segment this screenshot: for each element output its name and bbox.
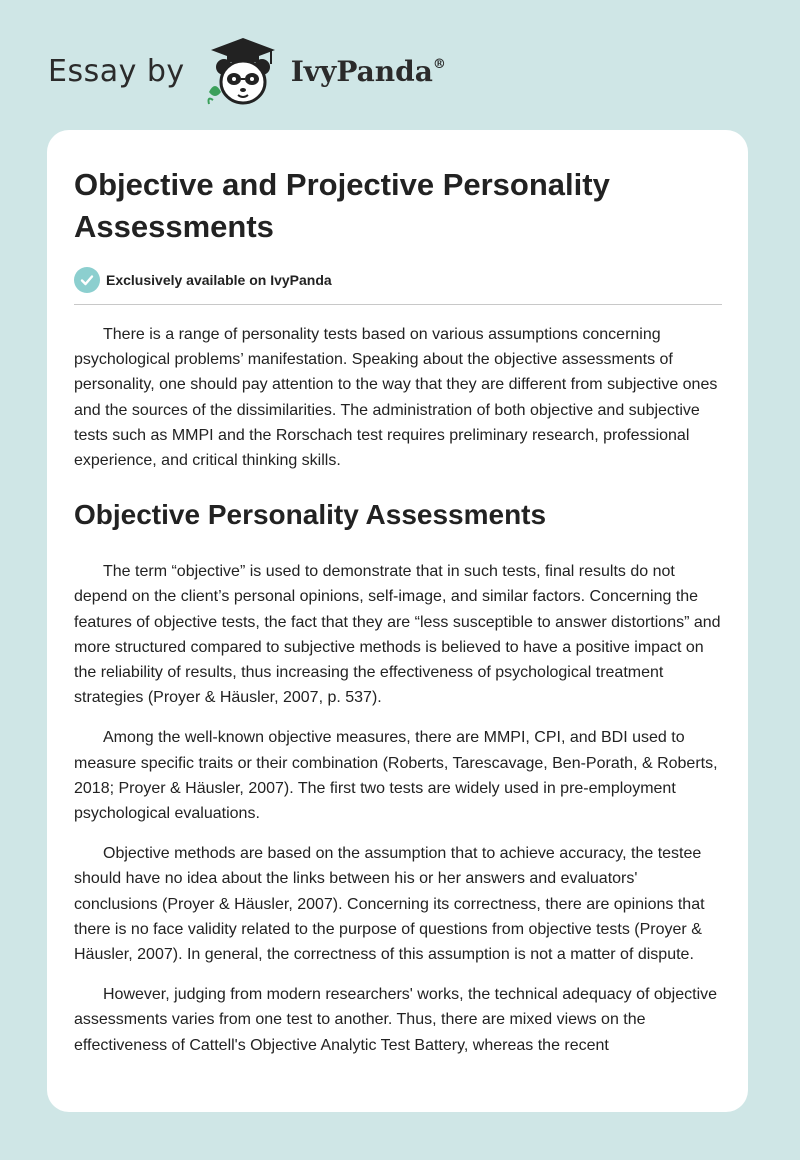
exclusive-badge-label: Exclusively available on IvyPanda [106, 272, 332, 288]
article-card [47, 130, 748, 1112]
section-heading: Objective Personality Assessments [74, 499, 547, 531]
section-paragraph: Among the well-known objective measures, there are MMPI, CPI, and BDI used to measure specific traits or their combination (Roberts, Tarescavage, Ben-Porath, & Roberts, 2018; Proyer & Häusler, 2007). The first two tests are widely used in pre-employment psychological evaluations. [74, 729, 718, 823]
site-header [48, 34, 446, 108]
essay-by-label: Essay by [48, 53, 185, 89]
check-icon [74, 267, 100, 293]
intro-paragraph: There is a range of personality tests based on various assumptions concerning psychological problems’ manifestation. Speaking about the objective assessments of personality, one should pay attention to the way that they are different from subjective ones and the sources of the dissimilarities. The administration of both objective and subjective tests such as MMPI and the Rorschach test requires preliminary research, professional experience, and critical thinking skills. [74, 326, 718, 470]
section-paragraph: The term “objective” is used to demonstrate that in such tests, final results do not depend on the client’s personal opinions, self-image, and similar factors. Concerning the features of objective tests, the fact that they are “less susceptible to answer distortions” and more structured compared to subjective methods is believed to have a positive impact on the reliability of results, thus increasing the effectiveness of psychological treatment strategies (Proyer & Häusler, 2007, p. 537). [74, 563, 721, 707]
article-title: Objective and Projective Personality Assessments [74, 167, 610, 244]
registered-mark: ® [432, 56, 446, 72]
brand-name: IvyPanda® [290, 54, 446, 88]
divider [74, 304, 722, 305]
exclusive-badge [74, 266, 722, 294]
section-paragraph: Objective methods are based on the assumption that to achieve accuracy, the testee should have no idea about the links between his or her answers and evaluators' conclusions (Proyer & Häusler, 2007). Concerning its correctness, there are opinions that there is no face validity related to the purpose of questions from objective tests (Proyer & Häusler, 2007). In general, the correctness of this assumption is not a matter of dispute. [74, 845, 705, 964]
panda-logo-icon [201, 34, 285, 108]
section-paragraph: However, judging from modern researchers' works, the technical adequacy of objective assessments varies from one test to another. Thus, there are mixed views on the effectiveness of Cattell's Objective Analytic Test Battery, whereas the recent [74, 986, 718, 1054]
